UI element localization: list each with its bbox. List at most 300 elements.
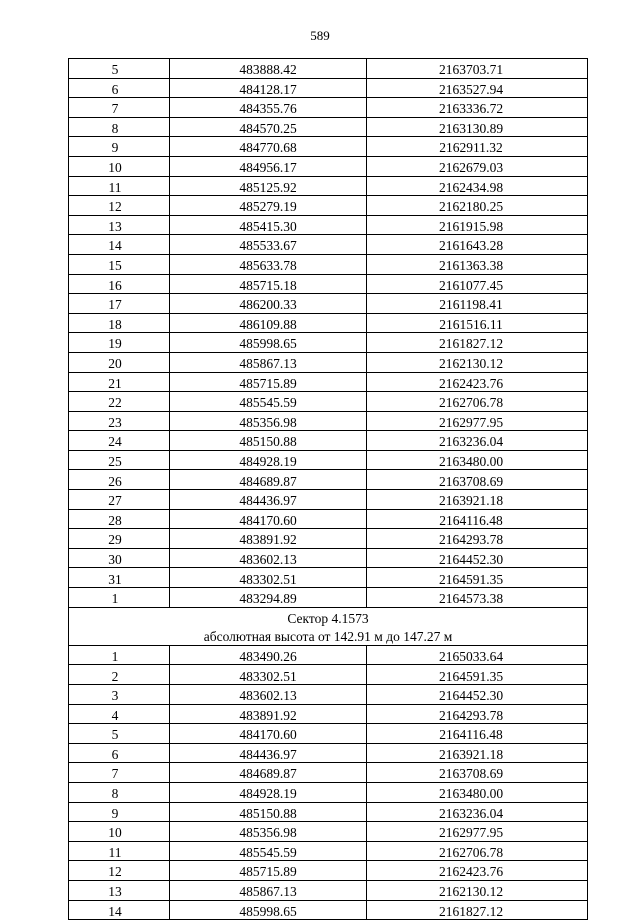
table-row bbox=[69, 588, 588, 608]
point-number-cell bbox=[69, 880, 170, 900]
table-row bbox=[69, 724, 588, 744]
y-coordinate-value: 2163703.71 bbox=[438, 62, 504, 78]
point-number-cell bbox=[69, 724, 170, 744]
y-coordinate-value: 2162706.78 bbox=[438, 395, 504, 411]
y-coordinate-cell bbox=[367, 333, 588, 353]
y-coordinate-value: 2164116.48 bbox=[439, 727, 503, 743]
table-row bbox=[69, 156, 588, 176]
table-row bbox=[69, 78, 588, 98]
y-coordinate-value: 2164591.35 bbox=[438, 571, 504, 587]
point-number-cell bbox=[69, 782, 170, 802]
x-coordinate-cell bbox=[170, 529, 367, 549]
point-number-value: 10 bbox=[108, 825, 122, 841]
y-coordinate-cell bbox=[367, 645, 588, 665]
point-number-cell bbox=[69, 117, 170, 137]
point-number-cell bbox=[69, 59, 170, 79]
y-coordinate-cell bbox=[367, 196, 588, 216]
point-number-value: 14 bbox=[108, 903, 122, 919]
x-coordinate-cell bbox=[170, 137, 367, 157]
y-coordinate-value: 2163708.69 bbox=[438, 473, 504, 489]
table-row bbox=[69, 274, 588, 294]
point-number-value: 9 bbox=[111, 805, 119, 821]
point-number-cell bbox=[69, 802, 170, 822]
y-coordinate-value: 2162679.03 bbox=[438, 160, 504, 176]
y-coordinate-value: 2164452.30 bbox=[438, 551, 504, 567]
x-coordinate-value: 484128.17 bbox=[239, 81, 297, 97]
point-number-cell bbox=[69, 685, 170, 705]
point-number-cell bbox=[69, 352, 170, 372]
x-coordinate-value: 484689.87 bbox=[239, 766, 297, 782]
table-row bbox=[69, 450, 588, 470]
y-coordinate-value: 2162706.78 bbox=[438, 844, 504, 860]
y-coordinate-value: 2163236.04 bbox=[438, 805, 504, 821]
point-number-value: 8 bbox=[111, 120, 119, 136]
y-coordinate-cell bbox=[367, 548, 588, 568]
point-number-cell bbox=[69, 588, 170, 608]
y-coordinate-cell bbox=[367, 685, 588, 705]
x-coordinate-value: 483888.42 bbox=[239, 62, 297, 78]
x-coordinate-value: 485715.89 bbox=[239, 375, 297, 391]
point-number-value: 13 bbox=[108, 884, 122, 900]
point-number-value: 5 bbox=[111, 727, 119, 743]
y-coordinate-cell bbox=[367, 470, 588, 490]
y-coordinate-cell bbox=[367, 450, 588, 470]
table-row bbox=[69, 98, 588, 118]
point-number-value: 12 bbox=[108, 864, 122, 880]
y-coordinate-cell bbox=[367, 156, 588, 176]
point-number-cell bbox=[69, 704, 170, 724]
table-row bbox=[69, 137, 588, 157]
sector-altitude-row bbox=[69, 626, 588, 645]
point-number-cell bbox=[69, 431, 170, 451]
table-row bbox=[69, 548, 588, 568]
point-number-cell bbox=[69, 665, 170, 685]
x-coordinate-cell bbox=[170, 254, 367, 274]
point-number-value: 20 bbox=[108, 356, 122, 371]
point-number-value: 31 bbox=[108, 571, 122, 587]
point-number-value: 1 bbox=[111, 591, 119, 607]
point-number-value: 24 bbox=[108, 434, 122, 450]
x-coordinate-value: 485356.98 bbox=[239, 825, 297, 841]
point-number-value: 6 bbox=[111, 746, 119, 762]
point-number-cell bbox=[69, 176, 170, 196]
x-coordinate-value: 485533.67 bbox=[239, 238, 297, 254]
x-coordinate-cell bbox=[170, 763, 367, 783]
y-coordinate-cell bbox=[367, 137, 588, 157]
point-number-cell bbox=[69, 254, 170, 274]
table-row bbox=[69, 333, 588, 353]
table-body-top bbox=[69, 59, 588, 608]
sector-title-row bbox=[69, 607, 588, 626]
y-coordinate-cell bbox=[367, 529, 588, 549]
x-coordinate-cell bbox=[170, 490, 367, 510]
x-coordinate-value: 483891.92 bbox=[239, 532, 297, 548]
y-coordinate-cell bbox=[367, 352, 588, 372]
point-number-cell bbox=[69, 509, 170, 529]
table-row bbox=[69, 117, 588, 137]
x-coordinate-cell bbox=[170, 274, 367, 294]
y-coordinate-value: 2162977.95 bbox=[438, 825, 504, 841]
point-number-cell bbox=[69, 215, 170, 235]
y-coordinate-value: 2161643.28 bbox=[438, 238, 504, 254]
sector-header bbox=[69, 607, 588, 645]
x-coordinate-cell bbox=[170, 880, 367, 900]
sector-title: Сектор 4.1573 bbox=[287, 610, 369, 626]
table-row bbox=[69, 861, 588, 881]
table-body-bottom bbox=[69, 645, 588, 919]
y-coordinate-cell bbox=[367, 490, 588, 510]
y-coordinate-cell bbox=[367, 411, 588, 431]
point-number-value: 26 bbox=[108, 473, 122, 489]
point-number-value: 23 bbox=[108, 414, 122, 430]
point-number-value: 6 bbox=[111, 81, 119, 97]
x-coordinate-value: 484956.17 bbox=[239, 160, 297, 176]
x-coordinate-value: 485867.13 bbox=[239, 356, 297, 371]
y-coordinate-cell bbox=[367, 724, 588, 744]
table-row bbox=[69, 665, 588, 685]
x-coordinate-cell bbox=[170, 450, 367, 470]
point-number-cell bbox=[69, 333, 170, 353]
table-row bbox=[69, 352, 588, 372]
point-number-value: 5 bbox=[111, 62, 119, 78]
table-row bbox=[69, 743, 588, 763]
page-number: 589 bbox=[310, 28, 330, 43]
x-coordinate-value: 485545.59 bbox=[239, 844, 297, 860]
point-number-cell bbox=[69, 235, 170, 255]
y-coordinate-cell bbox=[367, 841, 588, 861]
y-coordinate-value: 2163480.00 bbox=[438, 453, 504, 469]
x-coordinate-cell bbox=[170, 802, 367, 822]
y-coordinate-cell bbox=[367, 509, 588, 529]
point-number-value: 7 bbox=[111, 101, 119, 117]
x-coordinate-cell bbox=[170, 782, 367, 802]
point-number-cell bbox=[69, 490, 170, 510]
point-number-value: 16 bbox=[108, 277, 122, 293]
point-number-cell bbox=[69, 372, 170, 392]
y-coordinate-cell bbox=[367, 98, 588, 118]
y-coordinate-value: 2161827.12 bbox=[438, 336, 504, 352]
point-number-value: 11 bbox=[108, 844, 122, 860]
x-coordinate-value: 485545.59 bbox=[239, 395, 297, 411]
y-coordinate-cell bbox=[367, 665, 588, 685]
x-coordinate-cell bbox=[170, 743, 367, 763]
table-row bbox=[69, 822, 588, 842]
y-coordinate-value: 2161516.11 bbox=[439, 316, 503, 332]
sector-altitude: абсолютная высота от 142.91 м до 147.27 м bbox=[203, 629, 453, 645]
point-number-value: 3 bbox=[111, 688, 119, 704]
x-coordinate-value: 485867.13 bbox=[239, 884, 297, 900]
y-coordinate-cell bbox=[367, 78, 588, 98]
x-coordinate-cell bbox=[170, 156, 367, 176]
point-number-value: 29 bbox=[108, 532, 122, 548]
table-row bbox=[69, 313, 588, 333]
point-number-value: 21 bbox=[108, 375, 122, 391]
table-row bbox=[69, 431, 588, 451]
table-row bbox=[69, 411, 588, 431]
table-row bbox=[69, 645, 588, 665]
y-coordinate-value: 2162434.98 bbox=[438, 179, 504, 195]
sector-altitude-cell bbox=[69, 626, 588, 645]
table-row bbox=[69, 294, 588, 314]
point-number-value: 19 bbox=[108, 336, 122, 352]
y-coordinate-cell bbox=[367, 254, 588, 274]
y-coordinate-value: 2164452.30 bbox=[438, 688, 504, 704]
x-coordinate-value: 483602.13 bbox=[239, 688, 297, 704]
y-coordinate-value: 2163921.18 bbox=[438, 493, 504, 509]
x-coordinate-value: 485633.78 bbox=[239, 258, 297, 274]
table-row bbox=[69, 196, 588, 216]
point-number-cell bbox=[69, 822, 170, 842]
x-coordinate-cell bbox=[170, 509, 367, 529]
table-row bbox=[69, 470, 588, 490]
point-number-value: 17 bbox=[108, 297, 122, 313]
y-coordinate-value: 2164591.35 bbox=[438, 668, 504, 684]
x-coordinate-cell bbox=[170, 352, 367, 372]
point-number-value: 7 bbox=[111, 766, 119, 782]
y-coordinate-cell bbox=[367, 59, 588, 79]
table-row bbox=[69, 802, 588, 822]
x-coordinate-cell bbox=[170, 78, 367, 98]
y-coordinate-cell bbox=[367, 704, 588, 724]
table-row bbox=[69, 490, 588, 510]
x-coordinate-cell bbox=[170, 235, 367, 255]
x-coordinate-value: 485715.18 bbox=[239, 277, 297, 293]
y-coordinate-value: 2163236.04 bbox=[438, 434, 504, 450]
y-coordinate-value: 2162130.12 bbox=[438, 884, 504, 900]
x-coordinate-value: 485150.88 bbox=[239, 434, 297, 450]
x-coordinate-cell bbox=[170, 313, 367, 333]
x-coordinate-cell bbox=[170, 645, 367, 665]
x-coordinate-value: 484689.87 bbox=[239, 473, 297, 489]
point-number-cell bbox=[69, 294, 170, 314]
y-coordinate-cell bbox=[367, 743, 588, 763]
x-coordinate-value: 485415.30 bbox=[239, 218, 297, 234]
point-number-cell bbox=[69, 392, 170, 412]
point-number-value: 2 bbox=[111, 668, 119, 684]
table-row bbox=[69, 880, 588, 900]
point-number-cell bbox=[69, 274, 170, 294]
y-coordinate-cell bbox=[367, 802, 588, 822]
y-coordinate-cell bbox=[367, 588, 588, 608]
y-coordinate-value: 2164293.78 bbox=[438, 532, 504, 548]
y-coordinate-cell bbox=[367, 176, 588, 196]
x-coordinate-cell bbox=[170, 431, 367, 451]
x-coordinate-cell bbox=[170, 294, 367, 314]
coordinates-table bbox=[68, 58, 588, 920]
x-coordinate-cell bbox=[170, 117, 367, 137]
y-coordinate-value: 2161198.41 bbox=[439, 297, 503, 313]
table-row bbox=[69, 235, 588, 255]
x-coordinate-value: 485356.98 bbox=[239, 414, 297, 430]
x-coordinate-value: 484770.68 bbox=[239, 140, 297, 156]
x-coordinate-value: 483302.51 bbox=[239, 571, 297, 587]
y-coordinate-cell bbox=[367, 215, 588, 235]
x-coordinate-cell bbox=[170, 98, 367, 118]
table-row bbox=[69, 841, 588, 861]
point-number-cell bbox=[69, 411, 170, 431]
table-row bbox=[69, 763, 588, 783]
x-coordinate-value: 484928.19 bbox=[239, 453, 297, 469]
table-row bbox=[69, 685, 588, 705]
table-row bbox=[69, 704, 588, 724]
point-number-value: 15 bbox=[108, 258, 122, 274]
y-coordinate-cell bbox=[367, 392, 588, 412]
x-coordinate-cell bbox=[170, 411, 367, 431]
point-number-cell bbox=[69, 645, 170, 665]
y-coordinate-value: 2161827.12 bbox=[438, 903, 504, 919]
x-coordinate-value: 484355.76 bbox=[239, 101, 297, 117]
y-coordinate-cell bbox=[367, 431, 588, 451]
y-coordinate-cell bbox=[367, 861, 588, 881]
y-coordinate-cell bbox=[367, 313, 588, 333]
point-number-cell bbox=[69, 313, 170, 333]
table-row bbox=[69, 782, 588, 802]
x-coordinate-value: 485150.88 bbox=[239, 805, 297, 821]
y-coordinate-value: 2161915.98 bbox=[438, 218, 504, 234]
x-coordinate-value: 485998.65 bbox=[239, 903, 297, 919]
point-number-cell bbox=[69, 861, 170, 881]
x-coordinate-cell bbox=[170, 470, 367, 490]
table-row bbox=[69, 509, 588, 529]
point-number-cell bbox=[69, 78, 170, 98]
y-coordinate-value: 2162423.76 bbox=[438, 375, 504, 391]
x-coordinate-value: 485998.65 bbox=[239, 336, 297, 352]
y-coordinate-value: 2164293.78 bbox=[438, 707, 504, 723]
point-number-cell bbox=[69, 529, 170, 549]
y-coordinate-value: 2162977.95 bbox=[438, 414, 504, 430]
point-number-value: 27 bbox=[108, 493, 122, 509]
x-coordinate-value: 484436.97 bbox=[239, 493, 297, 509]
table-row bbox=[69, 254, 588, 274]
y-coordinate-cell bbox=[367, 372, 588, 392]
y-coordinate-value: 2162130.12 bbox=[438, 356, 504, 371]
table-row bbox=[69, 59, 588, 79]
x-coordinate-value: 485125.92 bbox=[239, 179, 297, 195]
x-coordinate-cell bbox=[170, 196, 367, 216]
table-row bbox=[69, 392, 588, 412]
x-coordinate-cell bbox=[170, 176, 367, 196]
x-coordinate-cell bbox=[170, 215, 367, 235]
x-coordinate-value: 485715.89 bbox=[239, 864, 297, 880]
point-number-value: 8 bbox=[111, 786, 119, 802]
y-coordinate-value: 2163130.89 bbox=[438, 120, 504, 136]
point-number-value: 30 bbox=[108, 551, 122, 567]
x-coordinate-value: 486200.33 bbox=[239, 297, 297, 313]
y-coordinate-cell bbox=[367, 274, 588, 294]
x-coordinate-value: 483490.26 bbox=[239, 648, 297, 664]
x-coordinate-value: 483891.92 bbox=[239, 707, 297, 723]
y-coordinate-value: 2163527.94 bbox=[438, 81, 504, 97]
x-coordinate-value: 483602.13 bbox=[239, 551, 297, 567]
y-coordinate-value: 2163480.00 bbox=[438, 786, 504, 802]
x-coordinate-cell bbox=[170, 704, 367, 724]
x-coordinate-cell bbox=[170, 685, 367, 705]
x-coordinate-cell bbox=[170, 372, 367, 392]
y-coordinate-cell bbox=[367, 880, 588, 900]
x-coordinate-cell bbox=[170, 724, 367, 744]
y-coordinate-value: 2163336.72 bbox=[438, 101, 504, 117]
point-number-value: 28 bbox=[108, 512, 122, 528]
x-coordinate-value: 483302.51 bbox=[239, 668, 297, 684]
x-coordinate-cell bbox=[170, 333, 367, 353]
point-number-value: 1 bbox=[111, 648, 119, 664]
table-row bbox=[69, 215, 588, 235]
point-number-value: 10 bbox=[108, 160, 122, 176]
point-number-cell bbox=[69, 548, 170, 568]
y-coordinate-value: 2165033.64 bbox=[438, 648, 504, 664]
point-number-cell bbox=[69, 841, 170, 861]
x-coordinate-cell bbox=[170, 861, 367, 881]
x-coordinate-cell bbox=[170, 568, 367, 588]
point-number-cell bbox=[69, 470, 170, 490]
y-coordinate-value: 2161077.45 bbox=[438, 277, 504, 293]
point-number-value: 22 bbox=[108, 395, 122, 411]
point-number-value: 9 bbox=[111, 140, 119, 156]
point-number-value: 14 bbox=[108, 238, 122, 254]
y-coordinate-value: 2163921.18 bbox=[438, 746, 504, 762]
x-coordinate-value: 484570.25 bbox=[239, 120, 297, 136]
point-number-cell bbox=[69, 568, 170, 588]
point-number-value: 11 bbox=[108, 179, 122, 195]
point-number-cell bbox=[69, 450, 170, 470]
y-coordinate-value: 2163708.69 bbox=[438, 766, 504, 782]
point-number-value: 4 bbox=[111, 707, 119, 723]
table-row bbox=[69, 176, 588, 196]
y-coordinate-value: 2164573.38 bbox=[438, 591, 504, 607]
y-coordinate-value: 2162180.25 bbox=[438, 199, 504, 215]
point-number-value: 12 bbox=[108, 199, 122, 215]
x-coordinate-value: 486109.88 bbox=[239, 316, 297, 332]
x-coordinate-value: 483294.89 bbox=[239, 591, 297, 607]
table-row bbox=[69, 568, 588, 588]
point-number-cell bbox=[69, 763, 170, 783]
y-coordinate-cell bbox=[367, 235, 588, 255]
x-coordinate-cell bbox=[170, 392, 367, 412]
x-coordinate-value: 484170.60 bbox=[239, 512, 297, 528]
x-coordinate-cell bbox=[170, 548, 367, 568]
y-coordinate-value: 2162911.32 bbox=[439, 140, 503, 156]
x-coordinate-value: 484928.19 bbox=[239, 786, 297, 802]
point-number-cell bbox=[69, 98, 170, 118]
x-coordinate-value: 484170.60 bbox=[239, 727, 297, 743]
point-number-value: 18 bbox=[108, 316, 122, 332]
y-coordinate-cell bbox=[367, 763, 588, 783]
y-coordinate-cell bbox=[367, 782, 588, 802]
point-number-cell bbox=[69, 156, 170, 176]
y-coordinate-value: 2164116.48 bbox=[439, 512, 503, 528]
y-coordinate-value: 2162423.76 bbox=[438, 864, 504, 880]
x-coordinate-value: 484436.97 bbox=[239, 746, 297, 762]
y-coordinate-value: 2161363.38 bbox=[438, 258, 504, 274]
y-coordinate-cell bbox=[367, 294, 588, 314]
x-coordinate-cell bbox=[170, 665, 367, 685]
point-number-cell bbox=[69, 196, 170, 216]
x-coordinate-cell bbox=[170, 841, 367, 861]
y-coordinate-cell bbox=[367, 822, 588, 842]
x-coordinate-cell bbox=[170, 59, 367, 79]
point-number-value: 13 bbox=[108, 218, 122, 234]
table-row bbox=[69, 529, 588, 549]
y-coordinate-cell bbox=[367, 568, 588, 588]
table-row bbox=[69, 372, 588, 392]
point-number-value: 25 bbox=[108, 453, 122, 469]
point-number-cell bbox=[69, 137, 170, 157]
x-coordinate-cell bbox=[170, 588, 367, 608]
x-coordinate-cell bbox=[170, 822, 367, 842]
sector-title-cell bbox=[69, 607, 588, 626]
y-coordinate-cell bbox=[367, 117, 588, 137]
point-number-cell bbox=[69, 743, 170, 763]
